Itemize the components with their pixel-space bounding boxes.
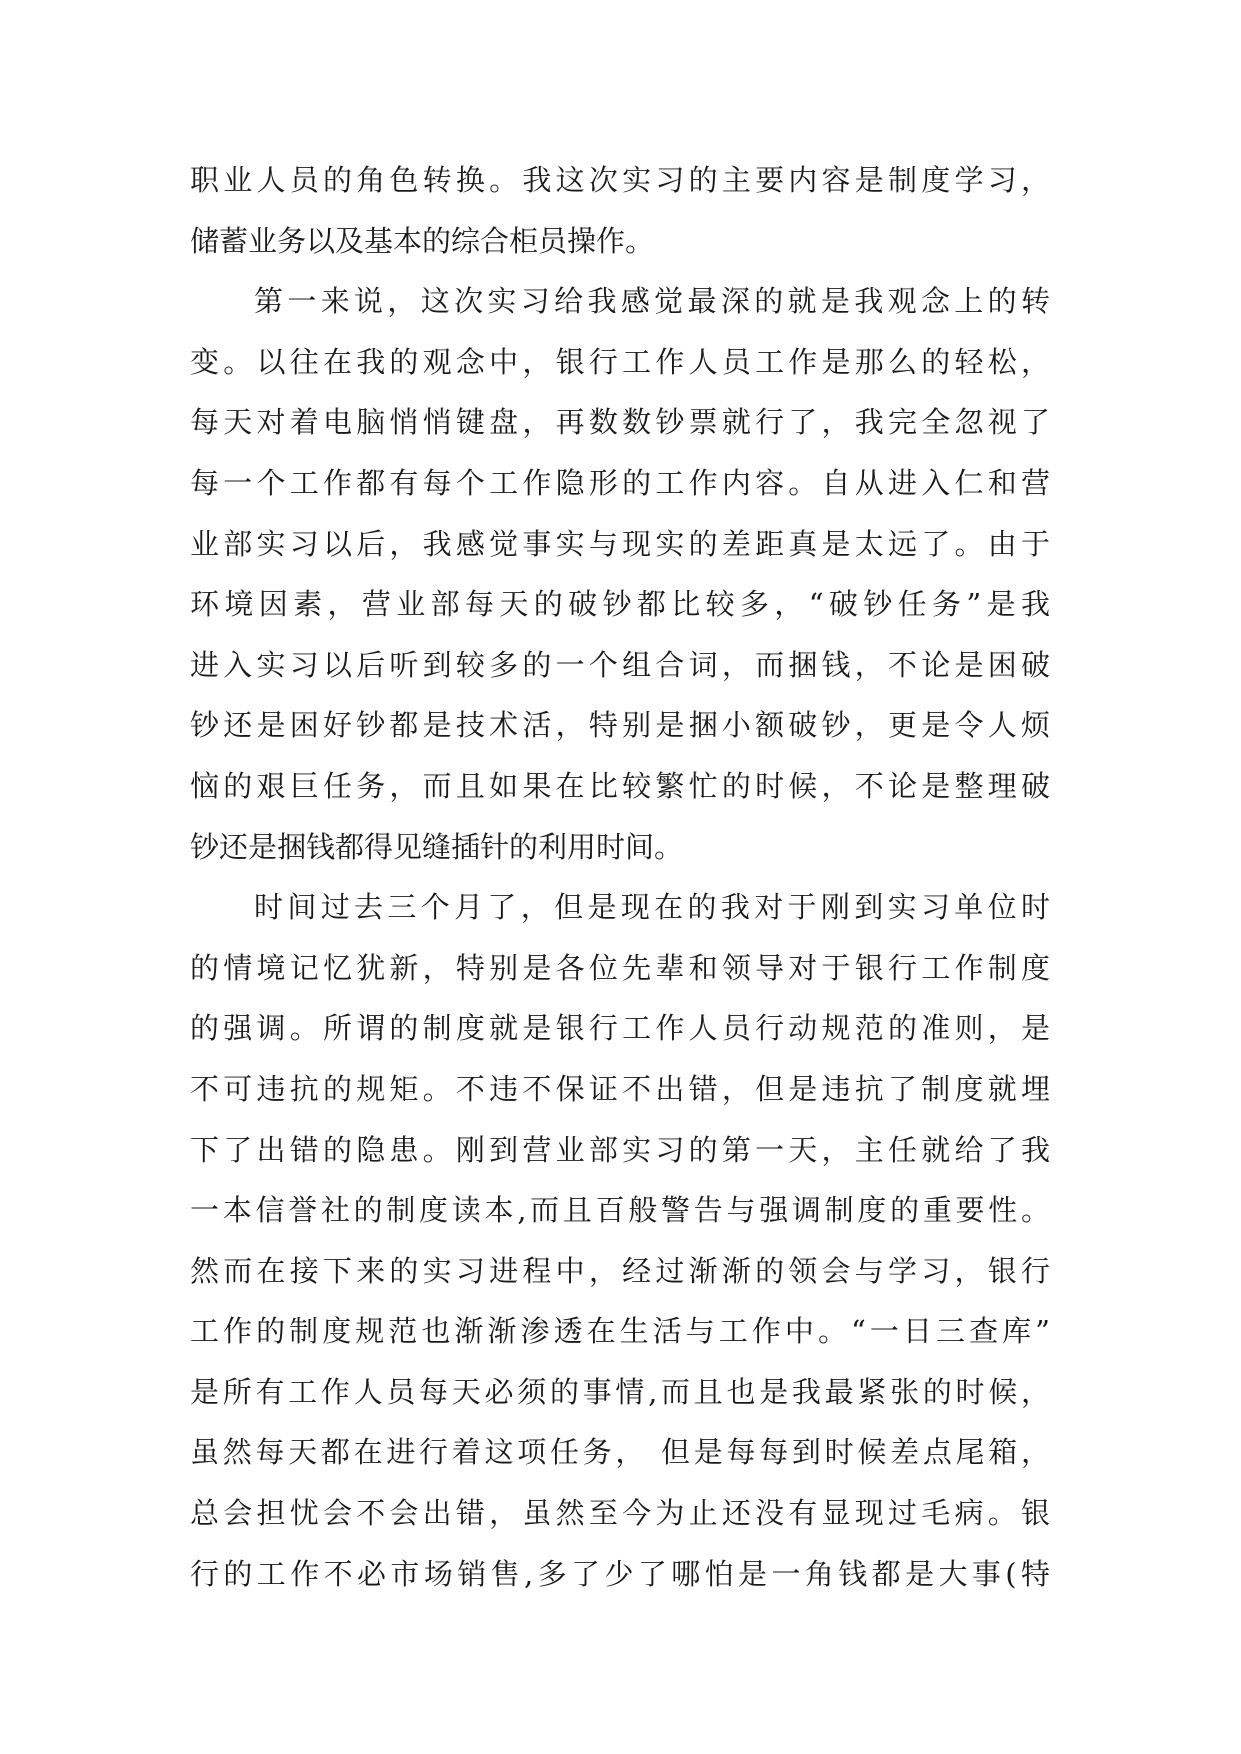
text-line: 进入实习以后听到较多的一个组合词，而捆钱，不论是困破	[190, 647, 1050, 682]
text-line: 工作的制度规范也渐渐渗透在生活与工作中。“一日三查库”	[190, 1314, 1050, 1349]
text-line: 然而在接下来的实习进程中，经过渐渐的领会与学习，银行	[190, 1253, 1050, 1288]
text-line: 是所有工作人员每天必须的事情,而且也是我最紧张的时候，	[190, 1374, 1050, 1409]
text-line: 钞还是困好钞都是技术活，特别是捆小额破钞，更是令人烦	[190, 708, 1050, 743]
text-line: 每天对着电脑悄悄键盘，再数数钞票就行了，我完全忽视了	[190, 405, 1050, 440]
text-line: 行的工作不必市场销售,多了少了哪怕是一角钱都是大事(特	[190, 1556, 1050, 1591]
text-line: 职业人员的角色转换。我这次实习的主要内容是制度学习，	[190, 163, 1050, 197]
text-line: 储蓄业务以及基本的综合柜员操作。	[190, 223, 655, 258]
text-line: 变。以往在我的观念中，银行工作人员工作是那么的轻松，	[190, 344, 1050, 379]
text-line: 下了出错的隐患。刚到营业部实习的第一天，主任就给了我	[190, 1132, 1050, 1167]
text-line: 每一个工作都有每个工作隐形的工作内容。自从进入仁和营	[190, 465, 1050, 500]
text-line: 业部实习以后，我感觉事实与现实的差距真是太远了。由于	[190, 526, 1050, 561]
text-line: 恼的艰巨任务，而且如果在比较繁忙的时候，不论是整理破	[190, 768, 1050, 803]
text-line: 总会担忧会不会出错，虽然至今为止还没有显现过毛病。银	[190, 1496, 1050, 1531]
text-line: 钞还是捆钱都得见缝插针的利用时间。	[190, 829, 684, 864]
text-line: 时间过去三个月了，但是现在的我对于刚到实习单位时	[254, 890, 1050, 925]
body-text	[190, 150, 1050, 1604]
text-line: 的强调。所谓的制度就是银行工作人员行动规范的准则，是	[190, 1011, 1050, 1046]
text-line: 第一来说，这次实习给我感觉最深的就是我观念上的转	[254, 284, 1050, 319]
text-line: 环境因素，营业部每天的破钞都比较多，“破钞任务”是我	[190, 587, 1050, 622]
text-line: 一本信誉社的制度读本,而且百般警告与强调制度的重要性。	[190, 1193, 1050, 1228]
text-line: 虽然每天都在进行着这项任务， 但是每每到时候差点尾箱，	[190, 1435, 1050, 1470]
text-line: 的情境记忆犹新，特别是各位先辈和领导对于银行工作制度	[190, 950, 1050, 985]
text-line: 不可违抗的规矩。不违不保证不出错，但是违抗了制度就埋	[190, 1071, 1050, 1106]
